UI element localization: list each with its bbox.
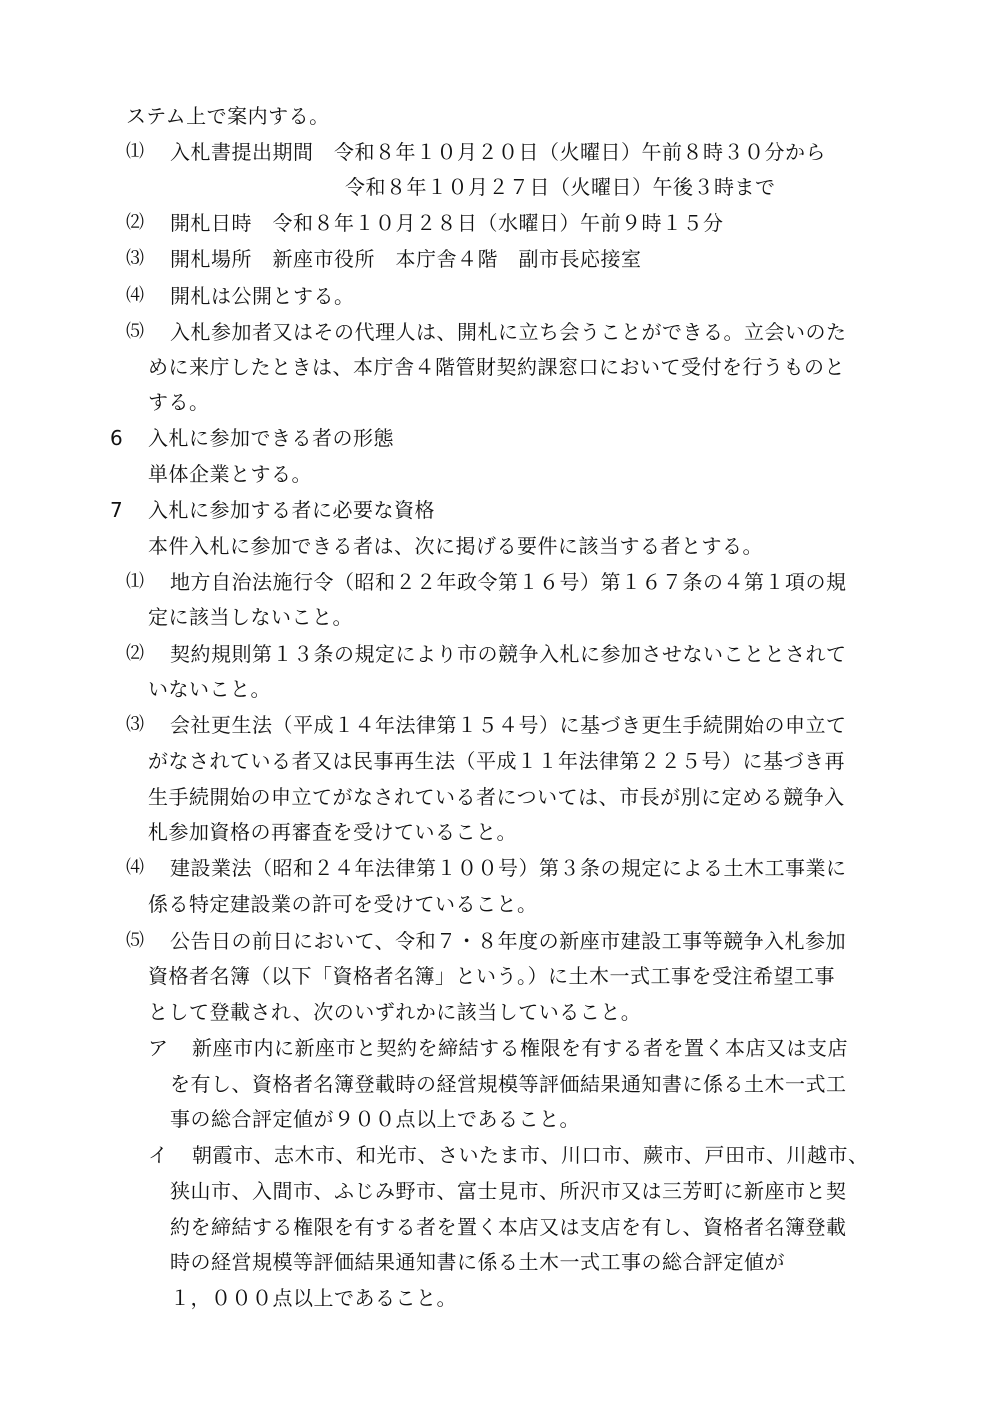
item-text: めに来庁したときは、本庁舎４階管財契約課窓口において受付を行うものと <box>148 355 845 379</box>
item-text: 建設業法（昭和２４年法律第１００号）第３条の規定による土木工事業に <box>170 856 847 880</box>
item-marker: ⑵ <box>126 212 144 233</box>
item-marker: ⑶ <box>126 714 144 735</box>
item-marker: ⑶ <box>126 248 144 269</box>
subitem-text: 狭山市、入間市、ふじみ野市、富士見市、所沢市又は三芳町に新座市と契 <box>170 1179 847 1203</box>
item-text: 開札は公開とする。 <box>170 284 355 308</box>
subitem-text: 時の経営規模等評価結果通知書に係る土木一式工事の総合評定値が <box>170 1250 785 1274</box>
item-text: する。 <box>148 390 210 414</box>
item-marker: ⑴ <box>126 571 144 592</box>
section-number: 7 <box>110 498 123 522</box>
subitem-text: 事の総合評定値が９００点以上であること。 <box>170 1107 580 1131</box>
section-number: 6 <box>110 426 123 450</box>
item-text: 会社更生法（平成１４年法律第１５４号）に基づき更生手続開始の申立て <box>170 713 847 737</box>
item-text: 生手続開始の申立てがなされている者については、市長が別に定める競争入 <box>148 785 845 809</box>
subitem-marker: ア <box>148 1036 168 1060</box>
item-text: 定に該当しないこと。 <box>148 605 353 629</box>
item-text: 入札参加者又はその代理人は、開札に立ち会うことができる。立会いのた <box>170 320 847 344</box>
section-title: 入札に参加できる者の形態 <box>148 426 394 450</box>
item-text: 契約規則第１３条の規定により市の競争入札に参加させないこととされて <box>170 642 847 666</box>
section-body: 単体企業とする。 <box>148 462 312 486</box>
item-text: 公告日の前日において、令和７・８年度の新座市建設工事等競争入札参加 <box>170 929 847 953</box>
item-text: がなされている者又は民事再生法（平成１１年法律第２２５号）に基づき再 <box>148 749 845 773</box>
item-text: 札参加資格の再審査を受けていること。 <box>148 820 517 844</box>
item-marker: ⑵ <box>126 643 144 664</box>
item-text: 資格者名簿（以下「資格者名簿」という。）に土木一式工事を受注希望工事 <box>148 964 835 988</box>
section-body: 本件入札に参加できる者は、次に掲げる要件に該当する者とする。 <box>148 534 763 558</box>
item-marker: ⑴ <box>126 141 144 162</box>
item-text: 開札場所 新座市役所 本庁舎４階 副市長応接室 <box>170 247 642 271</box>
item-text: 開札日時 令和８年１０月２８日（水曜日）午前９時１５分 <box>170 211 724 235</box>
subitem-text: 新座市内に新座市と契約を締結する権限を有する者を置く本店又は支店 <box>192 1036 848 1060</box>
subitem-text: 約を締結する権限を有する者を置く本店又は支店を有し、資格者名簿登載 <box>170 1215 847 1239</box>
intro-tail-text: ステム上で案内する。 <box>126 104 330 128</box>
subitem-marker: イ <box>148 1143 168 1167</box>
item-text: 入札書提出期間 令和８年１０月２０日（火曜日）午前８時３０分から <box>170 140 826 164</box>
item-marker: ⑷ <box>126 285 144 306</box>
subitem-text: を有し、資格者名簿登載時の経営規模等評価結果通知書に係る土木一式工 <box>170 1072 847 1096</box>
item-marker: ⑷ <box>126 857 144 878</box>
item-text: 地方自治法施行令（昭和２２年政令第１６号）第１６７条の４第１項の規 <box>170 570 847 594</box>
item-text: 令和８年１０月２７日（火曜日）午後３時まで <box>345 175 776 199</box>
subitem-text: 朝霞市、志木市、和光市、さいたま市、川口市、蕨市、戸田市、川越市、 <box>192 1143 869 1167</box>
item-marker: ⑸ <box>126 321 144 342</box>
section-title: 入札に参加する者に必要な資格 <box>148 498 435 522</box>
item-text: として登載され、次のいずれかに該当していること。 <box>148 1000 642 1024</box>
item-text: 係る特定建設業の許可を受けていること。 <box>148 892 538 916</box>
subitem-text: １，０００点以上であること。 <box>170 1286 457 1310</box>
item-text: いないこと。 <box>148 677 271 701</box>
item-marker: ⑸ <box>126 930 144 951</box>
